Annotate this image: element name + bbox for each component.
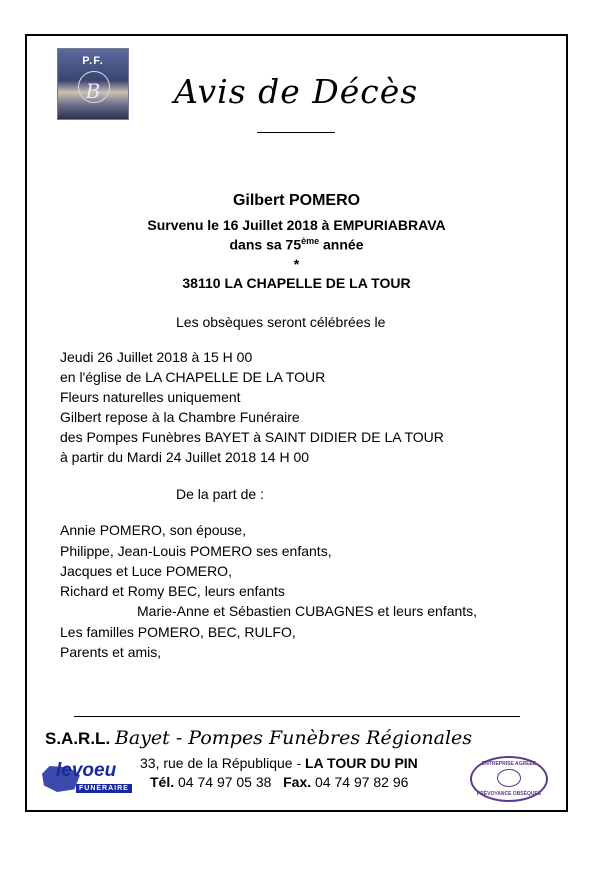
deceased-name: Gilbert POMERO xyxy=(232,192,361,209)
notice-title: Avis de Décès xyxy=(174,72,419,111)
funeral-home-logo xyxy=(57,48,129,120)
logo-initials: P.F. xyxy=(82,55,104,67)
obseques-intro: Les obsèques seront célébrées le xyxy=(176,314,386,330)
company-line xyxy=(45,727,472,749)
logo-letter: B xyxy=(85,79,101,103)
fax-number: 04 74 97 82 96 xyxy=(311,774,409,790)
voeu-wordmark: levoeu xyxy=(56,760,117,781)
seal-top-text: ENTREPRISE AGRÉÉE xyxy=(481,761,537,767)
obseques-line: Fleurs naturelles uniquement xyxy=(60,389,241,405)
age-prefix: dans sa 75 xyxy=(229,236,302,253)
obseques-line: à partir du Mardi 24 Juillet 2018 14 H 00 xyxy=(60,449,310,465)
tel-label: Tél. xyxy=(150,774,175,790)
separator-star: * xyxy=(293,256,300,272)
address-city: LA TOUR DU PIN xyxy=(305,755,418,771)
company-legal-form: S.A.R.L. xyxy=(45,729,111,748)
tel-number: 04 74 97 05 38 xyxy=(174,774,272,790)
family-line: Philippe, Jean-Louis POMERO ses enfants, xyxy=(60,543,332,559)
family-line: Richard et Romy BEC, leurs enfants xyxy=(60,583,285,599)
family-line: Marie-Anne et Sébastien CUBAGNES et leurs enfants, xyxy=(137,603,478,619)
age-line xyxy=(25,236,568,253)
company-name: Bayet - Pompes Funèbres Régionales xyxy=(114,727,473,749)
footer-divider xyxy=(74,716,520,717)
death-date-line: Survenu le 16 Juillet 2018 à EMPURIABRAVA xyxy=(147,217,446,233)
obseques-line: en l'église de LA CHAPELLE DE LA TOUR xyxy=(60,369,326,385)
obseques-line: Jeudi 26 Juillet 2018 à 15 H 00 xyxy=(60,349,253,365)
obseques-line: des Pompes Funèbres BAYET à SAINT DIDIER DE LA TOUR xyxy=(60,429,444,445)
seal-bottom-text: PRÉVOYANCE OBSÈQUES xyxy=(476,791,542,797)
le-voeu-funeraire-logo xyxy=(40,760,128,800)
address-street: 33, rue de la République - xyxy=(140,755,305,771)
family-line: Parents et amis, xyxy=(60,644,162,660)
age-superscript: ème xyxy=(301,236,320,246)
family-line: Annie POMERO, son épouse, xyxy=(60,522,246,538)
age-suffix: année xyxy=(319,236,364,253)
obseques-line: Gilbert repose à la Chambre Funéraire xyxy=(60,409,300,425)
company-contact xyxy=(150,774,408,790)
family-line: Les familles POMERO, BEC, RULFO, xyxy=(60,624,296,640)
family-intro: De la part de : xyxy=(176,486,264,502)
fax-label: Fax. xyxy=(283,774,312,790)
company-address xyxy=(140,755,418,771)
family-line: Jacques et Luce POMERO, xyxy=(60,563,232,579)
deceased-address: 38110 LA CHAPELLE DE LA TOUR xyxy=(182,275,411,291)
seal-emblem-icon xyxy=(497,769,521,787)
approved-company-seal xyxy=(470,756,548,802)
voeu-subtitle: FUNÉRAIRE xyxy=(76,784,132,793)
title-divider xyxy=(257,132,335,133)
